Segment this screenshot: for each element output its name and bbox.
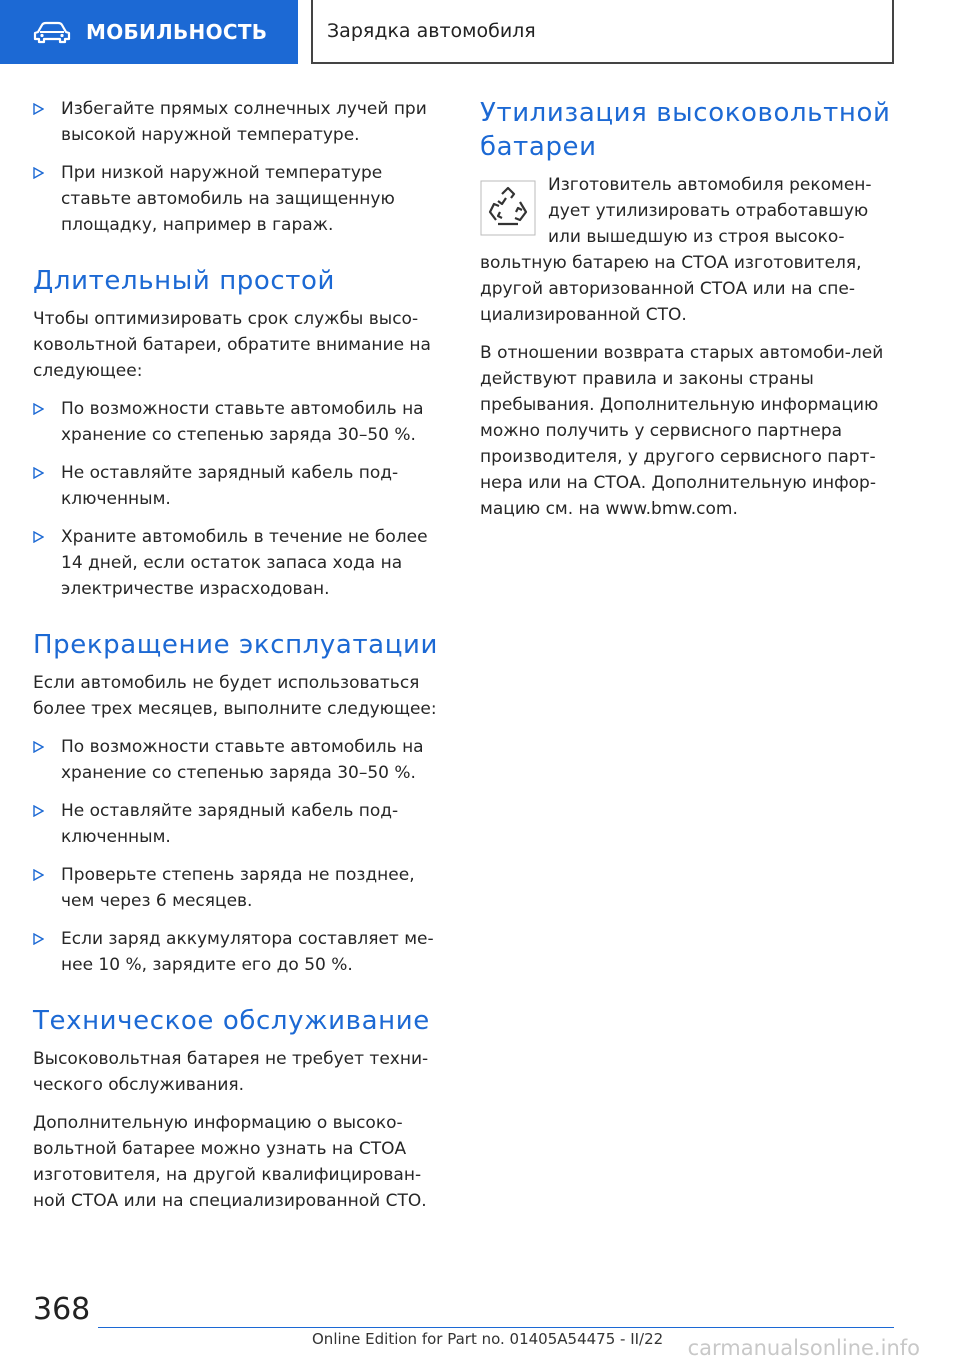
list-item	[33, 926, 447, 978]
paragraph: Если автомобиль не будет использоваться более трех месяцев, выполните следующее:	[33, 673, 437, 719]
list-item-text: По возможности ставьте автомобиль на хранение со степенью заряда 30–50 %.	[61, 399, 424, 445]
bullet-triangle-icon	[33, 403, 44, 415]
list-item	[33, 734, 447, 786]
list-item-text: Избегайте прямых солнечных лучей при высокой наружной температуре.	[61, 99, 427, 145]
bullet-triangle-icon	[33, 103, 44, 115]
list-item	[33, 396, 447, 448]
heading-long-idle: Длительный простой	[33, 266, 336, 296]
bullet-triangle-icon	[33, 741, 44, 753]
list-item	[33, 460, 447, 512]
section-header	[0, 0, 298, 64]
list-item-text: Храните автомобиль в течение не более 14 дней, если остаток запаса хода на электричестве израсходован.	[61, 527, 428, 599]
paragraph: Изготовитель автомобиля рекомен-дует утилизировать отработавшую или вышедшую из строя высоко-вольтную батарею на СТОА изготовителя, другой авторизованной СТОА или на спе-циализированной СТО.	[480, 175, 872, 325]
paragraph: Чтобы оптимизировать срок службы высо-ковольтной батареи, обратите внимание на следующее:	[33, 309, 431, 381]
left-column	[33, 96, 447, 1226]
disposal-block	[480, 172, 896, 328]
list-item-text: Не оставляйте зарядный кабель под-ключенным.	[61, 463, 399, 509]
bullet-triangle-icon	[33, 869, 44, 881]
section-title: МОБИЛЬНОСТЬ	[86, 20, 268, 44]
watermark: carmanualsonline.info	[687, 1336, 920, 1360]
bullet-triangle-icon	[33, 531, 44, 543]
right-column	[480, 96, 896, 534]
list-item	[33, 160, 447, 238]
paragraph: В отношении возврата старых автомоби-лей действуют правила и законы страны пребывания. Дополнительную информацию можно получить у сервисного партнера производителя, у другого сервисного парт-нера или на СТОА. Дополнительную инфор-мацию см. на www.bmw.com.	[480, 343, 884, 519]
list-item	[33, 862, 447, 914]
heading-disposal: Утилизация высоковольтной батареи	[480, 98, 891, 162]
bullet-triangle-icon	[33, 933, 44, 945]
list-item-text: Не оставляйте зарядный кабель под-ключенным.	[61, 801, 399, 847]
heading-decommission: Прекращение эксплуатации	[33, 630, 439, 660]
list-item-text: Если заряд аккумулятора составляет ме-нее 10 %, зарядите его до 50 %.	[61, 929, 434, 975]
paragraph: Высоковольтная батарея не требует техни-ческого обслуживания.	[33, 1049, 429, 1095]
chapter-header	[311, 0, 894, 64]
footer-edition: Online Edition for Part no. 01405A54475 - II/22	[312, 1330, 664, 1348]
list-item	[33, 798, 447, 850]
bullet-triangle-icon	[33, 467, 44, 479]
list-item	[33, 96, 447, 148]
chapter-title: Зарядка автомобиля	[327, 20, 536, 42]
list-item-text: Проверьте степень заряда не позднее, чем через 6 месяцев.	[61, 865, 415, 911]
list-item	[33, 524, 447, 602]
list-item-text: По возможности ставьте автомобиль на хранение со степенью заряда 30–50 %.	[61, 737, 424, 783]
recycle-icon	[480, 180, 536, 236]
footer-divider	[98, 1327, 894, 1328]
paragraph: Дополнительную информацию о высоко-вольтной батарее можно узнать на СТОА изготовителя, на другой квалифицирован-ной СТОА или на специализированной СТО.	[33, 1113, 427, 1211]
bullet-triangle-icon	[33, 167, 44, 179]
list-item-text: При низкой наружной температуре ставьте автомобиль на защищенную площадку, например в гараж.	[61, 163, 395, 235]
heading-maintenance: Техническое обслуживание	[33, 1006, 430, 1036]
page-number: 368	[33, 1292, 91, 1327]
car-icon	[32, 20, 72, 44]
bullet-triangle-icon	[33, 805, 44, 817]
